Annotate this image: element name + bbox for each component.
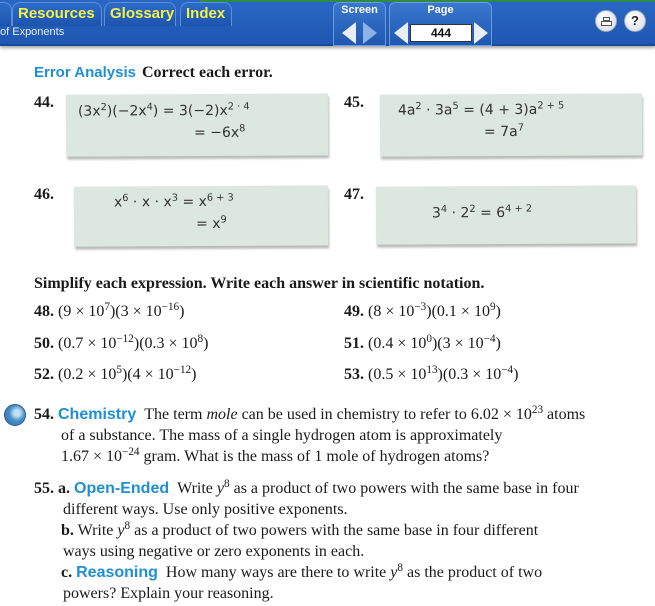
- page-label: Page: [427, 4, 454, 16]
- problem-55c: c. Reasoning How many ways are there to write $y^8$ as the product of two powers? Explain your reasoning.: [61, 561, 543, 602]
- equation-line: $4a^2 \cdot 3a^5 = (4 + 3)a^{2 + 5}$: [397, 100, 565, 119]
- exercise-50: 50. $(0.7 \times 10^{-12})(0.3 \times 10^8)$: [34, 332, 209, 352]
- lesson-subtitle: of Exponents: [0, 26, 65, 38]
- screen-prev-arrow-icon[interactable]: [342, 22, 356, 44]
- error-analysis-label: Error Analysis: [34, 64, 136, 81]
- globe-icon[interactable]: [4, 404, 26, 426]
- exercise-52: 52. $(0.2 \times 10^5)(4 \times 10^{-12})$: [34, 363, 197, 383]
- equation-line: = $7a^7$: [483, 122, 524, 141]
- chemistry-label: Chemistry: [58, 406, 137, 423]
- page-navigator: [389, 2, 492, 46]
- equation-line: $3^4 \cdot 2^2 = 6^{4 + 2}$: [431, 203, 533, 222]
- page-next-arrow-icon[interactable]: [474, 22, 488, 44]
- simplify-instruction: Simplify each expression. Write each answer in scientific notation.: [34, 275, 485, 292]
- top-toolbar: [0, 0, 655, 46]
- problem-55a: 55. a. Open-Ended Write $y^8$ as a product of two powers with the same base in four different ways. Use only positive exponents.: [34, 477, 579, 518]
- problem-number: 44.: [34, 94, 54, 111]
- equation-line: $(3x^2)(-2x^4) = 3(-2)x^{2 \cdot 4}$: [77, 101, 250, 120]
- exercise-53: 53. $(0.5 \times 10^{13})(0.3 \times 10^{-4})$: [344, 363, 519, 383]
- problem-number: 47.: [344, 186, 364, 203]
- exercise-51: 51. $(0.4 \times 10^0)(3 \times 10^{-4})$: [344, 332, 501, 352]
- tab-index[interactable]: Index: [180, 2, 232, 26]
- tab-glossary[interactable]: Glossary: [104, 2, 176, 26]
- page-prev-arrow-icon[interactable]: [394, 22, 408, 44]
- problem-47-card: [376, 185, 636, 244]
- exercise-49: 49. $(8 \times 10^{-3})(0.1 \times 10^9)$: [344, 300, 501, 320]
- problem-number: 45.: [344, 94, 364, 111]
- open-ended-label: Open-Ended: [74, 480, 170, 497]
- equation-line: $x^6 \cdot x \cdot x^3 = x^{6 + 3}$: [113, 192, 234, 211]
- reasoning-label: Reasoning: [76, 564, 158, 581]
- screen-label: Screen: [341, 4, 378, 16]
- problem-44-card: [66, 93, 328, 156]
- problem-54: 54. Chemistry The term mole can be used in chemistry to refer to $6.02 \times 10^{23}$ atoms of a substance. The mass of a single hydrogen atom is approximately $1.67 \times 10^{-24}$ gram. What is the mass of 1 mole of hydrogen atoms?: [34, 403, 586, 465]
- error-analysis-heading: [34, 64, 273, 82]
- screen-next-arrow-icon[interactable]: [363, 22, 377, 44]
- equation-line: = $x^9$: [196, 214, 227, 233]
- problem-45-card: [380, 93, 642, 156]
- tab-home[interactable]: [0, 2, 12, 26]
- page-number-input[interactable]: 444: [410, 24, 472, 42]
- problem-55b: b. Write $y^8$ as a product of two powers with the same base in four different ways using negative or zero exponents in each.: [61, 519, 539, 560]
- exercise-48: 48. $(9 \times 10^7)(3 \times 10^{-16})$: [34, 300, 185, 320]
- screen-navigator: [333, 2, 386, 46]
- help-button[interactable]: ?: [624, 10, 646, 32]
- print-button[interactable]: [595, 10, 617, 32]
- equation-line: = $-6x^8$: [194, 123, 246, 142]
- error-analysis-instruction: Correct each error.: [142, 64, 273, 81]
- problem-46-card: [74, 185, 328, 246]
- tab-resources[interactable]: Resources: [12, 2, 102, 26]
- problem-number: 46.: [34, 186, 54, 203]
- printer-icon: [601, 17, 612, 26]
